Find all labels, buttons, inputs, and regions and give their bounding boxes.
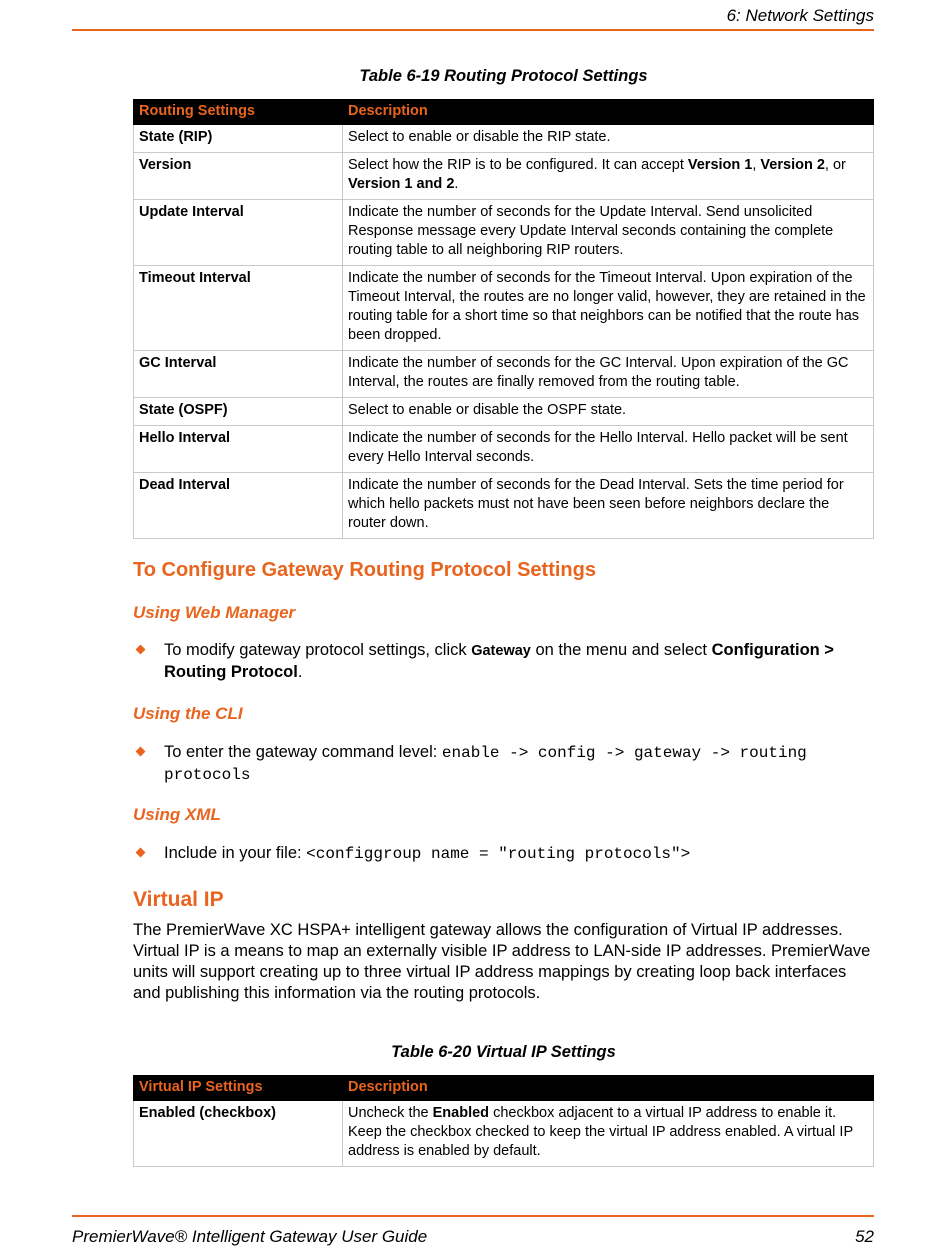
column-header-virtual-ip-settings: Virtual IP Settings [134, 1076, 343, 1101]
setting-name: Version [134, 153, 343, 200]
setting-description: Indicate the number of seconds for the Update Interval. Send unsolicited Response message every Update Interval seconds containing the complete routing table to all neighboring RIP routers. [343, 200, 874, 266]
footer-rule [72, 1215, 874, 1217]
setting-name: State (OSPF) [134, 398, 343, 426]
bullet-diamond-icon [136, 747, 146, 757]
web-manager-bullet [133, 640, 874, 683]
xml-instruction: Include in your file: <configgroup name = "routing protocols"> [164, 844, 691, 863]
setting-description: Indicate the number of seconds for the Timeout Interval. Upon expiration of the Timeout Interval, the routes are no longer valid, however, they are retained in the routing table for a short time so that neighbors can be notified that the route has been dropped. [343, 266, 874, 351]
setting-description: Select how the RIP is to be configured. It can accept Version 1, Version 2, or Version 1 and 2. [343, 153, 874, 200]
virtual-ip-table [133, 1075, 874, 1167]
setting-description: Select to enable or disable the OSPF state. [343, 398, 874, 426]
column-header-description: Description [343, 1076, 874, 1101]
cli-heading: Using the CLI [133, 704, 243, 723]
xml-heading: Using XML [133, 805, 221, 824]
table-row [134, 266, 874, 351]
setting-description: Indicate the number of seconds for the Hello Interval. Hello packet will be sent every Hello Interval seconds. [343, 426, 874, 473]
virtual-ip-paragraph: The PremierWave XC HSPA+ intelligent gateway allows the configuration of Virtual IP addresses. Virtual IP is a means to map an externally visible IP address to LAN-side IP addresses. PremierWave units will support creating up to three virtual IP address mappings by creating loop back interfaces and publishing this information via the routing protocols. [133, 921, 871, 1002]
cli-instruction: To enter the gateway command level: enable -> config -> gateway -> routing protocols [164, 743, 807, 784]
table-row [134, 473, 874, 539]
web-manager-instruction: To modify gateway protocol settings, click Gateway on the menu and select Configuration > Routing Protocol. [164, 641, 834, 681]
table-row [134, 398, 874, 426]
setting-description: Uncheck the Enabled checkbox adjacent to a virtual IP address to enable it. Keep the checkbox checked to keep the virtual IP address enabled. A virtual IP address is enabled by default. [343, 1101, 874, 1167]
setting-name: Timeout Interval [134, 266, 343, 351]
setting-name: Update Interval [134, 200, 343, 266]
setting-name: State (RIP) [134, 125, 343, 153]
xml-bullet [133, 843, 874, 865]
table-row [134, 200, 874, 266]
routing-protocol-table [133, 99, 874, 539]
table-6-19-caption: Table 6-19 Routing Protocol Settings [359, 67, 648, 85]
footer-title: PremierWave® Intelligent Gateway User Guide [72, 1227, 428, 1246]
setting-description: Select to enable or disable the RIP state. [343, 125, 874, 153]
web-manager-heading: Using Web Manager [133, 603, 296, 622]
column-header-description: Description [343, 100, 874, 125]
cli-bullet [133, 742, 874, 786]
setting-name: Hello Interval [134, 426, 343, 473]
table-row [134, 351, 874, 398]
running-header: 6: Network Settings [726, 6, 874, 25]
table-header-row [134, 100, 874, 125]
column-header-routing-settings: Routing Settings [134, 100, 343, 125]
setting-name: GC Interval [134, 351, 343, 398]
setting-name: Dead Interval [134, 473, 343, 539]
setting-description: Indicate the number of seconds for the GC Interval. Upon expiration of the GC Interval, the routes are finally removed from the routing table. [343, 351, 874, 398]
virtual-ip-heading: Virtual IP [133, 888, 224, 911]
bullet-diamond-icon [136, 645, 146, 655]
setting-name: Enabled (checkbox) [134, 1101, 343, 1167]
page-number: 52 [855, 1227, 874, 1246]
table-header-row [134, 1076, 874, 1101]
configure-section-heading: To Configure Gateway Routing Protocol Settings [133, 559, 596, 581]
header-rule [72, 29, 874, 31]
setting-description: Indicate the number of seconds for the Dead Interval. Sets the time period for which hello packets must not have been seen before neighbors declare the router down. [343, 473, 874, 539]
table-row [134, 153, 874, 200]
bullet-diamond-icon [136, 848, 146, 858]
table-row [134, 426, 874, 473]
table-row [134, 1101, 874, 1167]
table-6-20-caption: Table 6-20 Virtual IP Settings [391, 1043, 616, 1061]
table-row [134, 125, 874, 153]
